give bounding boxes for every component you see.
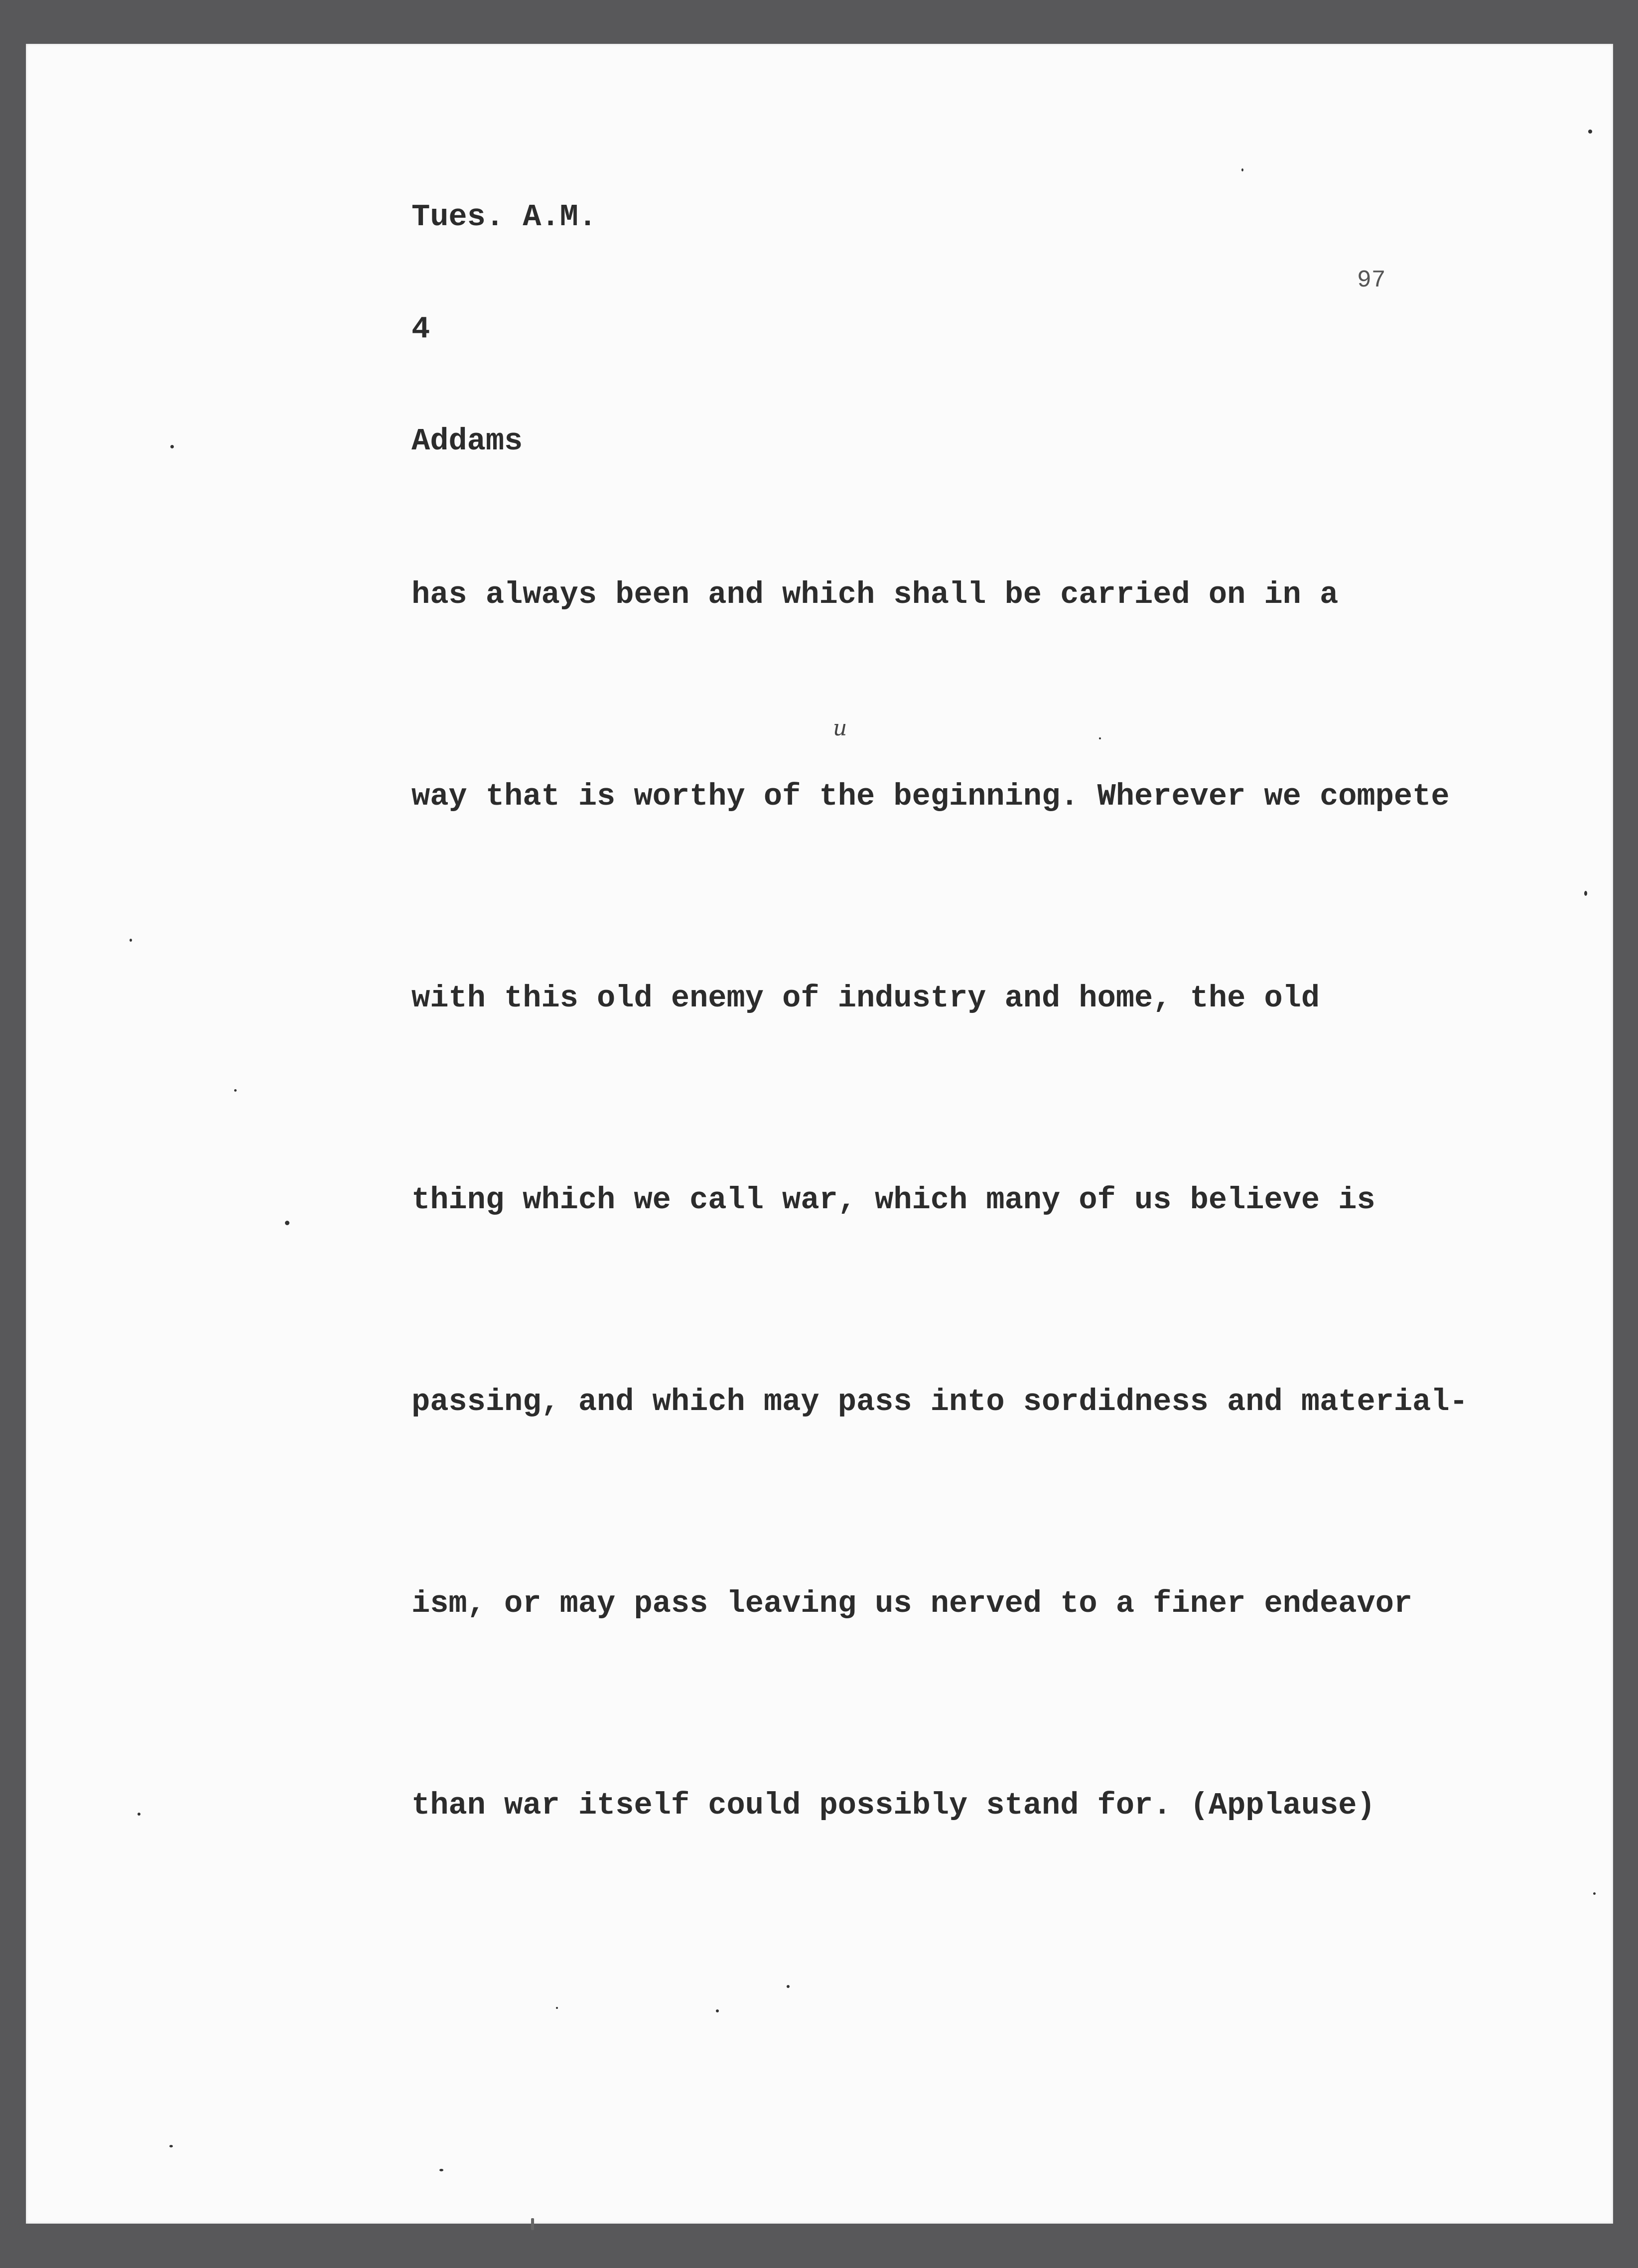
paper-speck bbox=[169, 2145, 173, 2147]
paper-speck bbox=[1588, 130, 1592, 134]
body-line-6: ism, or may pass leaving us nerved to a finer endeavor bbox=[411, 1586, 1413, 1621]
paper-speck bbox=[439, 2169, 443, 2171]
paper-speck bbox=[285, 1221, 289, 1225]
header-session: Tues. A.M. bbox=[411, 199, 597, 235]
paper-speck bbox=[531, 2218, 534, 2230]
header-speaker: Addams bbox=[411, 424, 523, 459]
body-line-3: with this old enemy of industry and home, the old bbox=[411, 981, 1320, 1016]
body-text bbox=[411, 426, 1468, 1974]
paper-speck bbox=[1584, 891, 1587, 896]
handwritten-insertion: u bbox=[833, 715, 847, 741]
page-number: 97 bbox=[1357, 267, 1386, 294]
paper-speck bbox=[170, 445, 174, 448]
body-line-5: passing, and which may pass into sordidness and material- bbox=[411, 1384, 1468, 1419]
paper-speck bbox=[137, 1813, 140, 1816]
body-line-1: has always been and which shall be carried on in a bbox=[411, 577, 1339, 612]
paper-speck bbox=[716, 2009, 719, 2012]
paper-speck bbox=[234, 1089, 237, 1092]
paper-speck bbox=[787, 1985, 790, 1988]
header-sequence: 4 bbox=[411, 311, 430, 347]
paper-speck bbox=[130, 939, 132, 942]
body-line-7: than war itself could possibly stand for. (Applause) bbox=[411, 1788, 1375, 1823]
paper-speck bbox=[1241, 168, 1243, 171]
paper-speck bbox=[1099, 737, 1101, 739]
body-line-4: thing which we call war, which many of us believe is bbox=[411, 1182, 1375, 1218]
typescript-page bbox=[26, 44, 1613, 2224]
paper-speck bbox=[1593, 1892, 1596, 1895]
paper-speck bbox=[556, 2007, 558, 2009]
body-line-2: way that is worthy of the beginning. Wherever we compete bbox=[411, 779, 1450, 814]
